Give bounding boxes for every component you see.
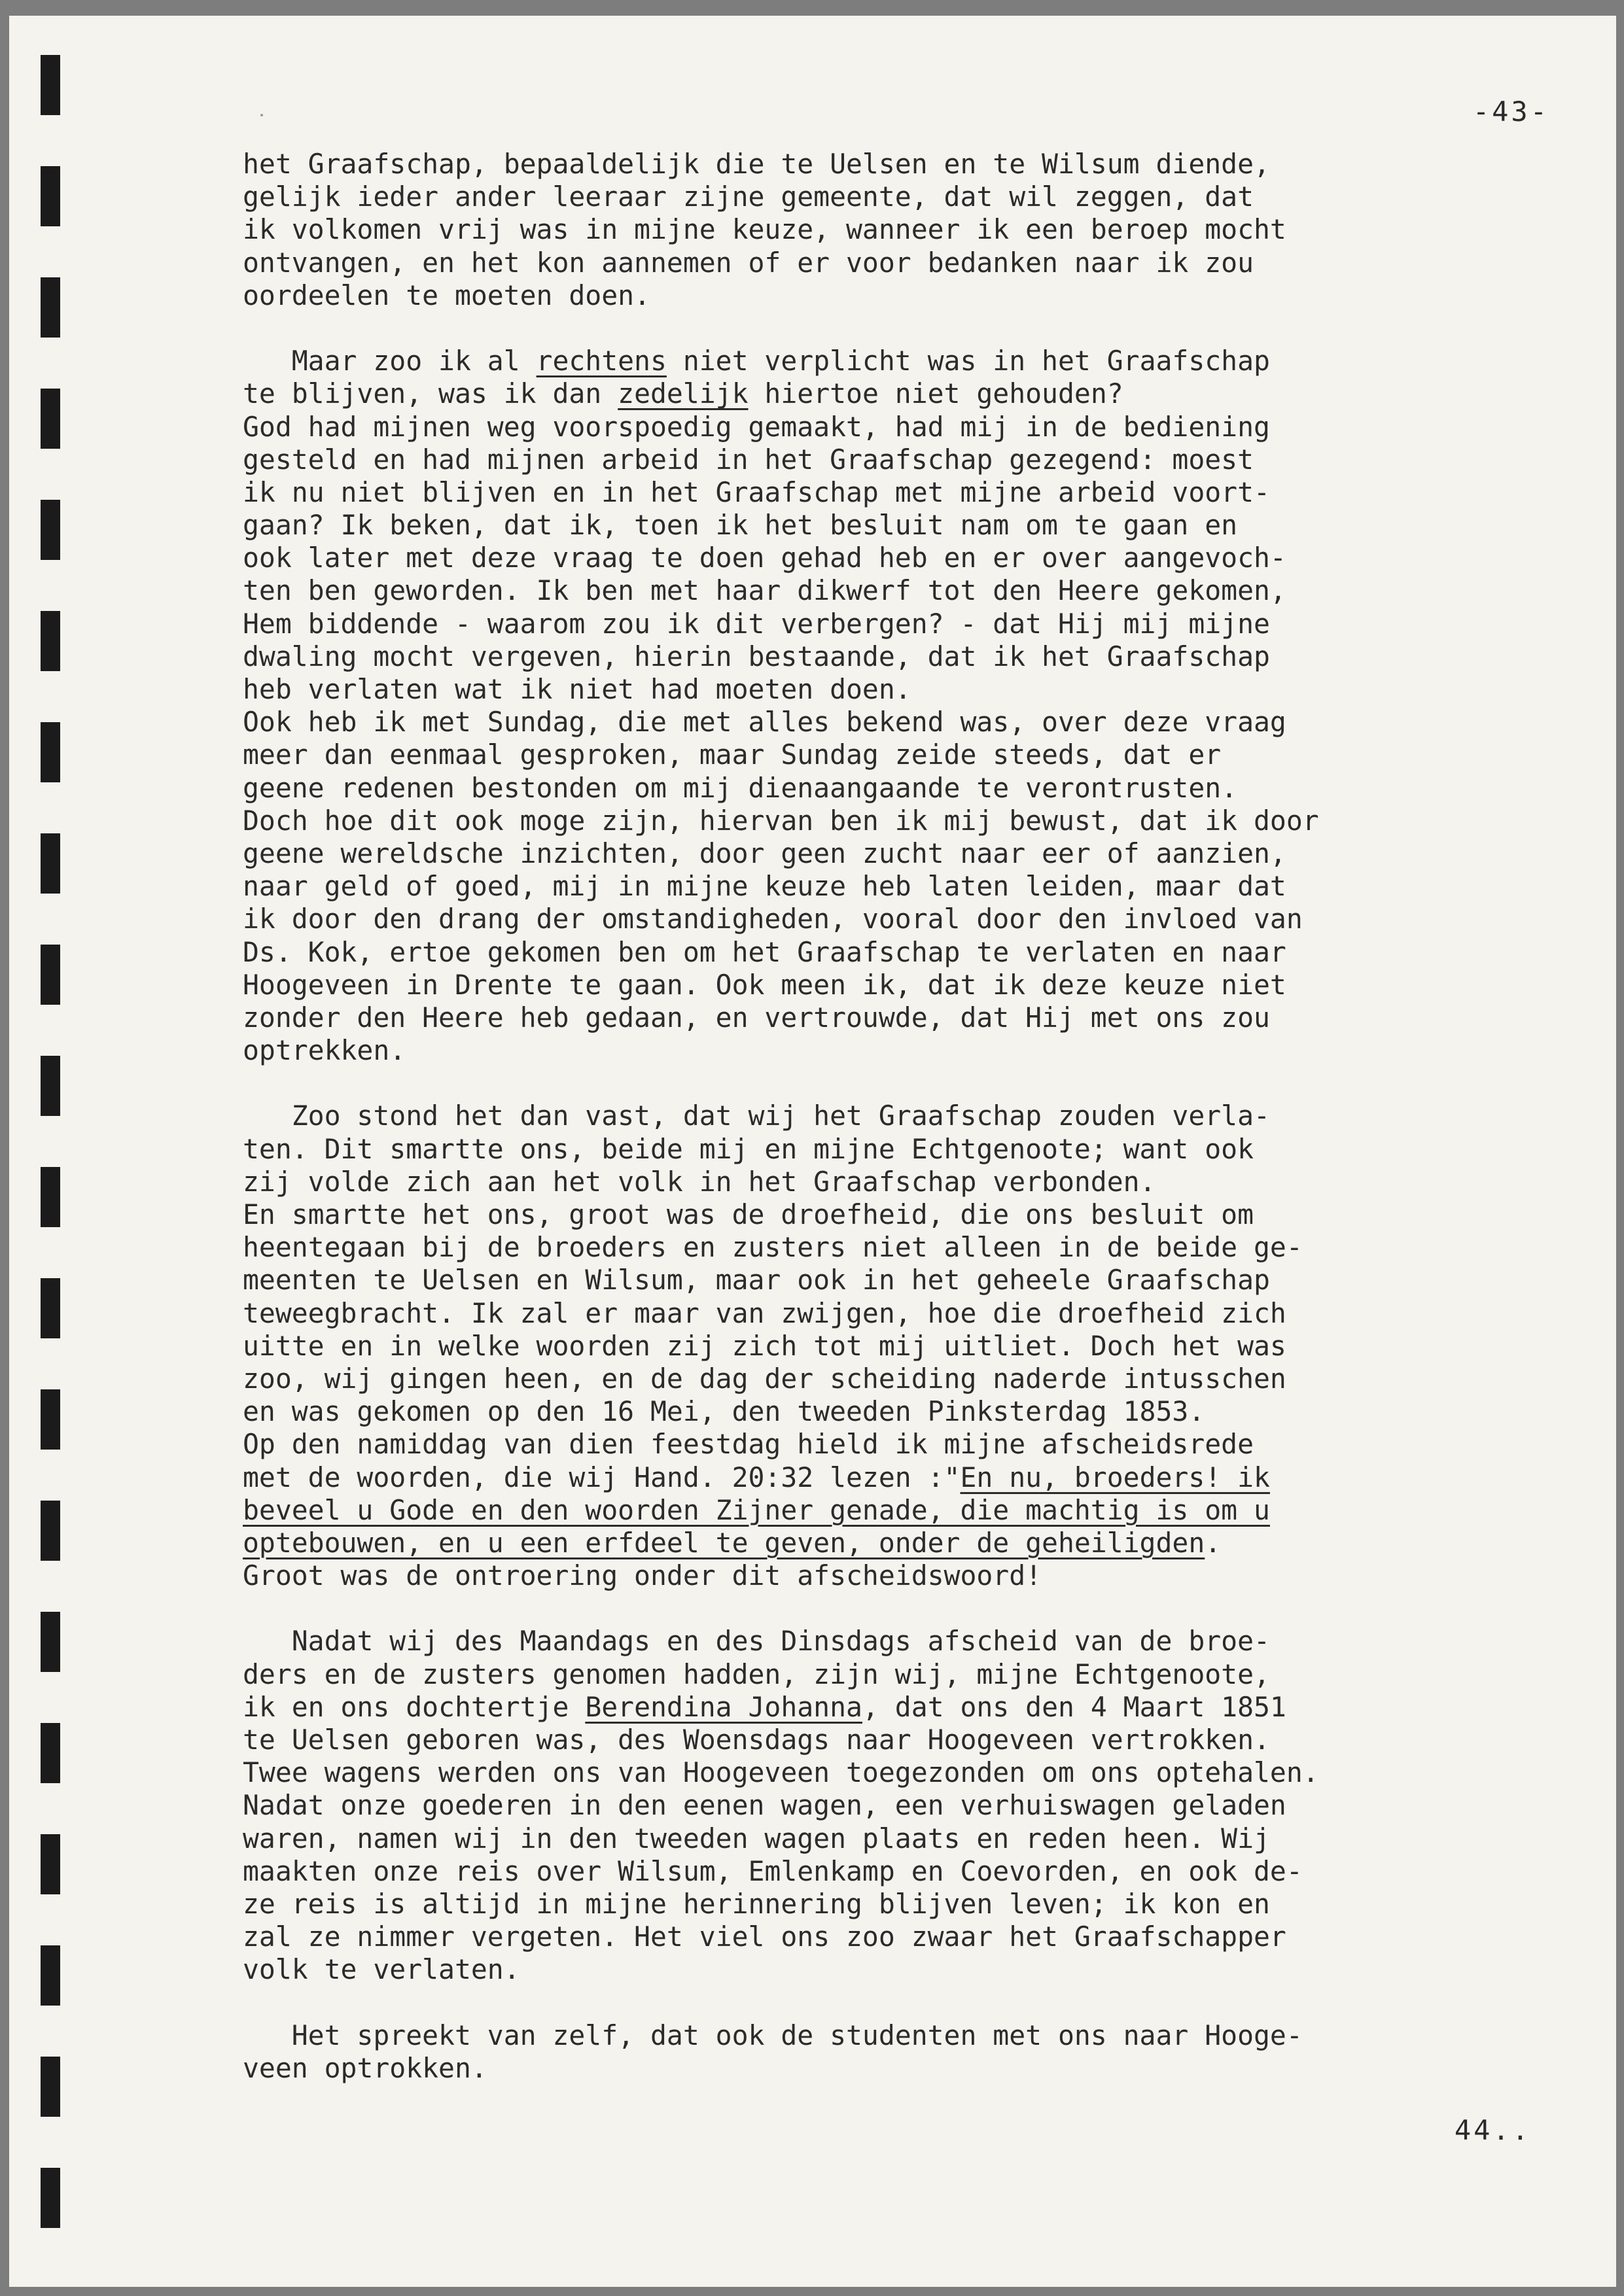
- paragraph-gap: [243, 1592, 1591, 1625]
- paragraph-gap: [243, 312, 1591, 345]
- paragraph-gap: [243, 1987, 1591, 2019]
- text-line: ten ben geworden. Ik ben met haar dikwerf tot den Heere gekomen,: [243, 575, 1286, 607]
- text-line: gaan? Ik beken, dat ik, toen ik het besluit nam om te gaan en: [243, 510, 1238, 542]
- next-page-marker: 44..: [1454, 2114, 1531, 2146]
- binding-hole: [41, 722, 60, 782]
- text-line: En smartte het ons, groot was de droefheid, die ons besluit om: [243, 1199, 1254, 1230]
- text-line: maakten onze reis over Wilsum, Emlenkamp en Coevorden, en ook de-: [243, 1855, 1303, 1887]
- binding-hole: [41, 611, 60, 671]
- text-line: oordeelen te moeten doen.: [243, 279, 650, 311]
- binding-holes: [41, 55, 64, 2279]
- text-line: beveel u Gode en den woorden Zijner genade, die machtig is om u: [243, 1494, 1270, 1526]
- text-line: God had mijnen weg voorspoedig gemaakt, had mij in de bediening: [243, 411, 1270, 443]
- text-line: optrekken.: [243, 1035, 406, 1067]
- text-line: teweegbracht. Ik zal er maar van zwijgen, hoe die droefheid zich: [243, 1297, 1286, 1329]
- binding-hole: [41, 1389, 60, 1450]
- text-line: gelijk ieder ander leeraar zijne gemeente, dat wil zeggen, dat: [243, 181, 1254, 213]
- text-line: optebouwen, en u een erfdeel te geven, onder de geheiligden.: [243, 1527, 1222, 1559]
- binding-hole: [41, 1945, 60, 2006]
- text-line: Ook heb ik met Sundag, die met alles bekend was, over deze vraag: [243, 706, 1286, 739]
- binding-hole: [41, 1501, 60, 1561]
- text-line: ook later met deze vraag te doen gehad heb en er over aangevoch-: [243, 542, 1286, 574]
- text-line: zal ze nimmer vergeten. Het viel ons zoo zwaar het Graafschapper: [243, 1921, 1286, 1953]
- binding-hole: [41, 1278, 60, 1338]
- page-number: -43-: [1472, 96, 1549, 128]
- text-line: met de woorden, die wij Hand. 20:32 lezen :"En nu, broeders! ik: [243, 1461, 1270, 1493]
- text-line: zoo, wij gingen heen, en de dag der scheiding naderde intusschen: [243, 1363, 1286, 1395]
- text-line: het Graafschap, bepaaldelijk die te Uelsen en te Wilsum diende,: [243, 148, 1270, 180]
- text-line: geene redenen bestonden om mij dienaangaande te verontrusten.: [243, 772, 1238, 804]
- text-line: ze reis is altijd in mijne herinnering blijven leven; ik kon en: [243, 1888, 1270, 1920]
- typed-text-body: [243, 148, 1591, 2085]
- text-line: dwaling mocht vergeven, hierin bestaande, dat ik het Graafschap: [243, 640, 1270, 672]
- text-line: Nadat onze goederen in den eenen wagen, een verhuiswagen geladen: [243, 1790, 1286, 1822]
- binding-hole: [41, 2168, 60, 2228]
- text-line: uitte en in welke woorden zij zich tot mij uitliet. Doch het was: [243, 1330, 1286, 1362]
- text-line: naar geld of goed, mij in mijne keuze heb laten leiden, maar dat: [243, 871, 1286, 903]
- text-line: Ds. Kok, ertoe gekomen ben om het Graafschap te verlaten en naar: [243, 936, 1286, 968]
- paragraph-gap: [243, 1067, 1591, 1100]
- text-line: waren, namen wij in den tweeden wagen plaats en reden heen. Wij: [243, 1822, 1270, 1854]
- text-line: Twee wagens werden ons van Hoogeveen toegezonden om ons optehalen.: [243, 1757, 1319, 1789]
- binding-hole: [41, 166, 60, 226]
- text-line: gesteld en had mijnen arbeid in het Graafschap gezegend: moest: [243, 444, 1254, 476]
- binding-hole: [41, 389, 60, 449]
- text-line: te Uelsen geboren was, des Woensdags naar Hoogeveen vertrokken.: [243, 1724, 1270, 1756]
- speck-mark: [260, 114, 263, 116]
- text-line: ik door den drang der omstandigheden, vooral door den invloed van: [243, 903, 1303, 935]
- text-line: Doch hoe dit ook moge zijn, hiervan ben ik mij bewust, dat ik door: [243, 805, 1319, 837]
- text-line: Hoogeveen in Drente te gaan. Ook meen ik, dat ik deze keuze niet: [243, 969, 1286, 1001]
- binding-hole: [41, 2057, 60, 2117]
- text-line: ik en ons dochtertje Berendina Johanna, dat ons den 4 Maart 1851: [243, 1691, 1286, 1723]
- text-line: geene wereldsche inzichten, door geen zucht naar eer of aanzien,: [243, 837, 1286, 869]
- text-line: heb verlaten wat ik niet had moeten doen.: [243, 674, 911, 705]
- text-line: heentegaan bij de broeders en zusters niet alleen in de beide ge-: [243, 1232, 1303, 1264]
- binding-hole: [41, 277, 60, 338]
- text-line: Nadat wij des Maandags en des Dinsdags afscheid van de broe-: [243, 1626, 1270, 1658]
- binding-hole: [41, 1612, 60, 1672]
- text-line: Zoo stond het dan vast, dat wij het Graafschap zouden verla-: [243, 1100, 1270, 1132]
- document-page: [9, 16, 1616, 2287]
- text-line: meenten te Uelsen en Wilsum, maar ook in het geheele Graafschap: [243, 1264, 1270, 1296]
- text-line: ontvangen, en het kon aannemen of er voor bedanken naar ik zou: [243, 247, 1254, 279]
- text-line: en was gekomen op den 16 Mei, den tweeden Pinksterdag 1853.: [243, 1396, 1205, 1428]
- text-line: veen optrokken.: [243, 2052, 487, 2084]
- text-line: meer dan eenmaal gesproken, maar Sundag zeide steeds, dat er: [243, 739, 1222, 771]
- text-line: volk te verlaten.: [243, 1954, 520, 1986]
- binding-hole: [41, 500, 60, 560]
- binding-hole: [41, 1167, 60, 1227]
- text-line: ders en de zusters genomen hadden, zijn wij, mijne Echtgenoote,: [243, 1658, 1270, 1690]
- text-line: ik nu niet blijven en in het Graafschap met mijne arbeid voort-: [243, 476, 1270, 508]
- text-line: ten. Dit smartte ons, beide mij en mijne Echtgenoote; want ook: [243, 1133, 1254, 1165]
- binding-hole: [41, 1834, 60, 1894]
- text-line: Op den namiddag van dien feestdag hield ik mijne afscheidsrede: [243, 1429, 1254, 1461]
- text-line: Het spreekt van zelf, dat ook de studenten met ons naar Hooge-: [243, 2019, 1303, 2051]
- binding-hole: [41, 1723, 60, 1783]
- text-line: Hem biddende - waarom zou ik dit verbergen? - dat Hij mij mijne: [243, 608, 1270, 640]
- text-line: Maar zoo ik al rechtens niet verplicht was in het Graafschap: [243, 345, 1270, 377]
- binding-hole: [41, 55, 60, 115]
- text-line: Groot was de ontroering onder dit afscheidswoord!: [243, 1560, 1042, 1592]
- text-line: ik volkomen vrij was in mijne keuze, wanneer ik een beroep mocht: [243, 214, 1286, 246]
- text-line: zij volde zich aan het volk in het Graafschap verbonden.: [243, 1166, 1156, 1198]
- text-line: te blijven, was ik dan zedelijk hiertoe niet gehouden?: [243, 378, 1123, 410]
- text-line: zonder den Heere heb gedaan, en vertrouwde, dat Hij met ons zou: [243, 1001, 1270, 1034]
- binding-hole: [41, 945, 60, 1005]
- binding-hole: [41, 833, 60, 894]
- binding-hole: [41, 1056, 60, 1116]
